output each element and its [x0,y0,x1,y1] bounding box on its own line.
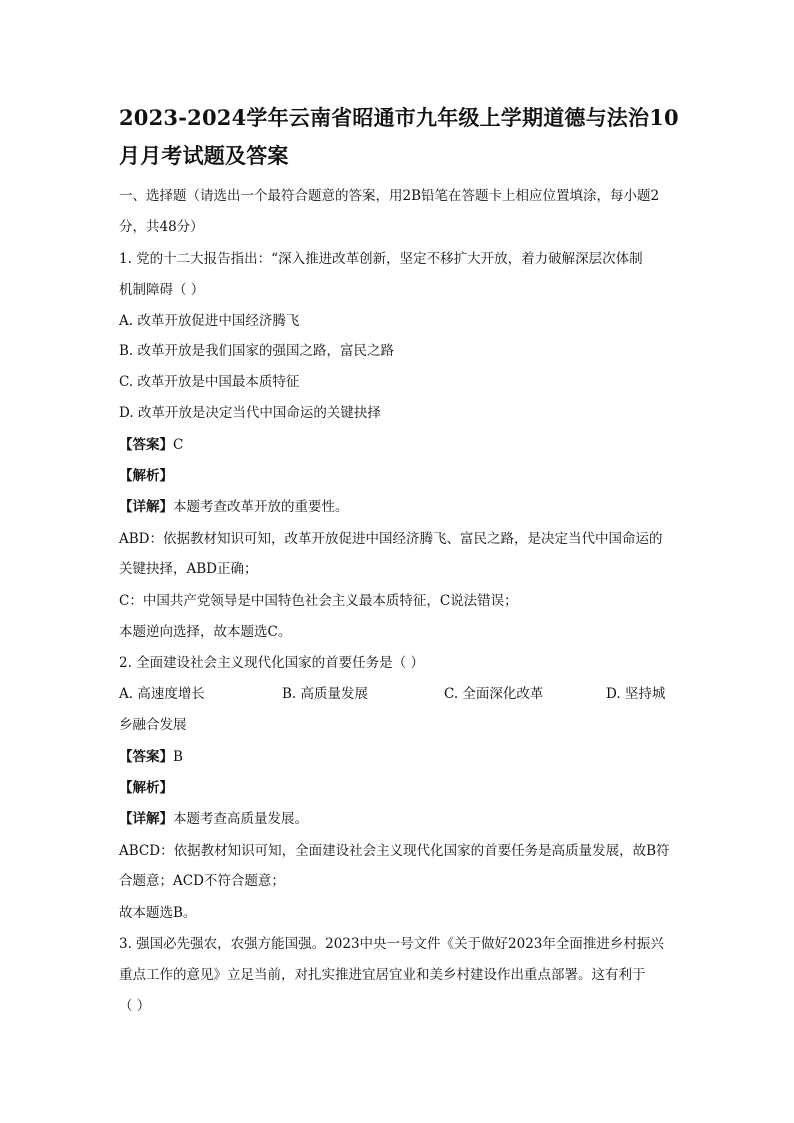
section-heading-line-2: 分，共48分） [119,219,204,235]
section-heading-line-1: 一、选择题（请选出一个最符合题意的答案，用2B铅笔在答题卡上相应位置填涂，每小题2 [119,188,660,204]
q2-answer [119,747,679,767]
q2-option-d-part-1: D. 坚持城 [606,686,666,702]
q1-option-b: B. 改革开放是我们国家的强国之路，富民之路 [119,343,395,359]
document-title-line-2: 月月考试题及答案 [119,143,289,168]
q2-option-c: C. 全面深化改革 [444,686,544,702]
q2-detail-text: 本题考查高质量发展。 [173,811,308,827]
q1-analysis-label: 【解析】 [119,468,173,484]
q2-answer-label: 【答案】 [119,749,173,765]
q1-option-d: D. 改革开放是决定当代中国命运的关键抉择 [119,405,381,421]
q1-detail [119,497,679,517]
q2-answer-value: B [173,749,183,765]
q1-explanation-line-1: ABD：依据教材知识可知，改革开放促进中国经济腾飞、富民之路，是决定当代中国命运的 [119,531,663,547]
q2-option-b: B. 高质量发展 [282,686,369,702]
q2-detail [119,809,679,829]
q1-answer-label: 【答案】 [119,437,173,453]
q2-option-d-part-2: 乡融合发展 [119,717,187,733]
q1-explanation-line-3: C：中国共产党领导是中国特色社会主义最本质特征，C说法错误； [119,593,518,609]
q2-detail-label: 【详解】 [119,811,173,827]
q2-explanation-line-1: ABCD：依据教材知识可知，全面建设社会主义现代化国家的首要任务是高质量发展，故B符 [119,843,670,859]
q1-stem-line-2: 机制障碍（ ） [119,282,205,298]
q3-stem-line-3: （ ） [119,998,151,1014]
q1-detail-text: 本题考查改革开放的重要性。 [173,499,349,515]
q2-stem: 2. 全面建设社会主义现代化国家的首要任务是（ ） [119,655,424,671]
q2-explanation-line-2: 合题意；ACD不符合题意； [119,873,285,889]
q2-option-a: A. 高速度增长 [119,686,205,702]
q1-explanation-line-4: 本题逆向选择，故本题选C。 [119,624,292,640]
q3-stem-line-1: 3. 强国必先强农，农强方能国强。2023中央一号文件《关于做好2023年全面推进乡村振兴 [119,936,664,952]
q1-stem-line-1: 1. 党的十二大报告指出：“深入推进改革创新，坚定不移扩大开放，着力破解深层次体制 [119,251,643,267]
document-title-line-1: 2023-2024学年云南省昭通市九年级上学期道德与法治10 [119,105,679,130]
q3-stem-line-2: 重点工作的意见》立足当前，对扎实推进宜居宜业和美乡村建设作出重点部署。这有利于 [119,967,646,983]
q1-answer [119,435,679,455]
q1-detail-label: 【详解】 [119,499,173,515]
q2-analysis-label: 【解析】 [119,780,173,796]
q2-explanation-line-3: 故本题选B。 [119,905,197,921]
q1-option-c: C. 改革开放是中国最本质特征 [119,374,300,390]
q1-answer-value: C [173,437,184,453]
q1-option-a: A. 改革开放促进中国经济腾飞 [119,313,300,329]
q1-explanation-line-2: 关键抉择，ABD正确； [119,561,258,577]
